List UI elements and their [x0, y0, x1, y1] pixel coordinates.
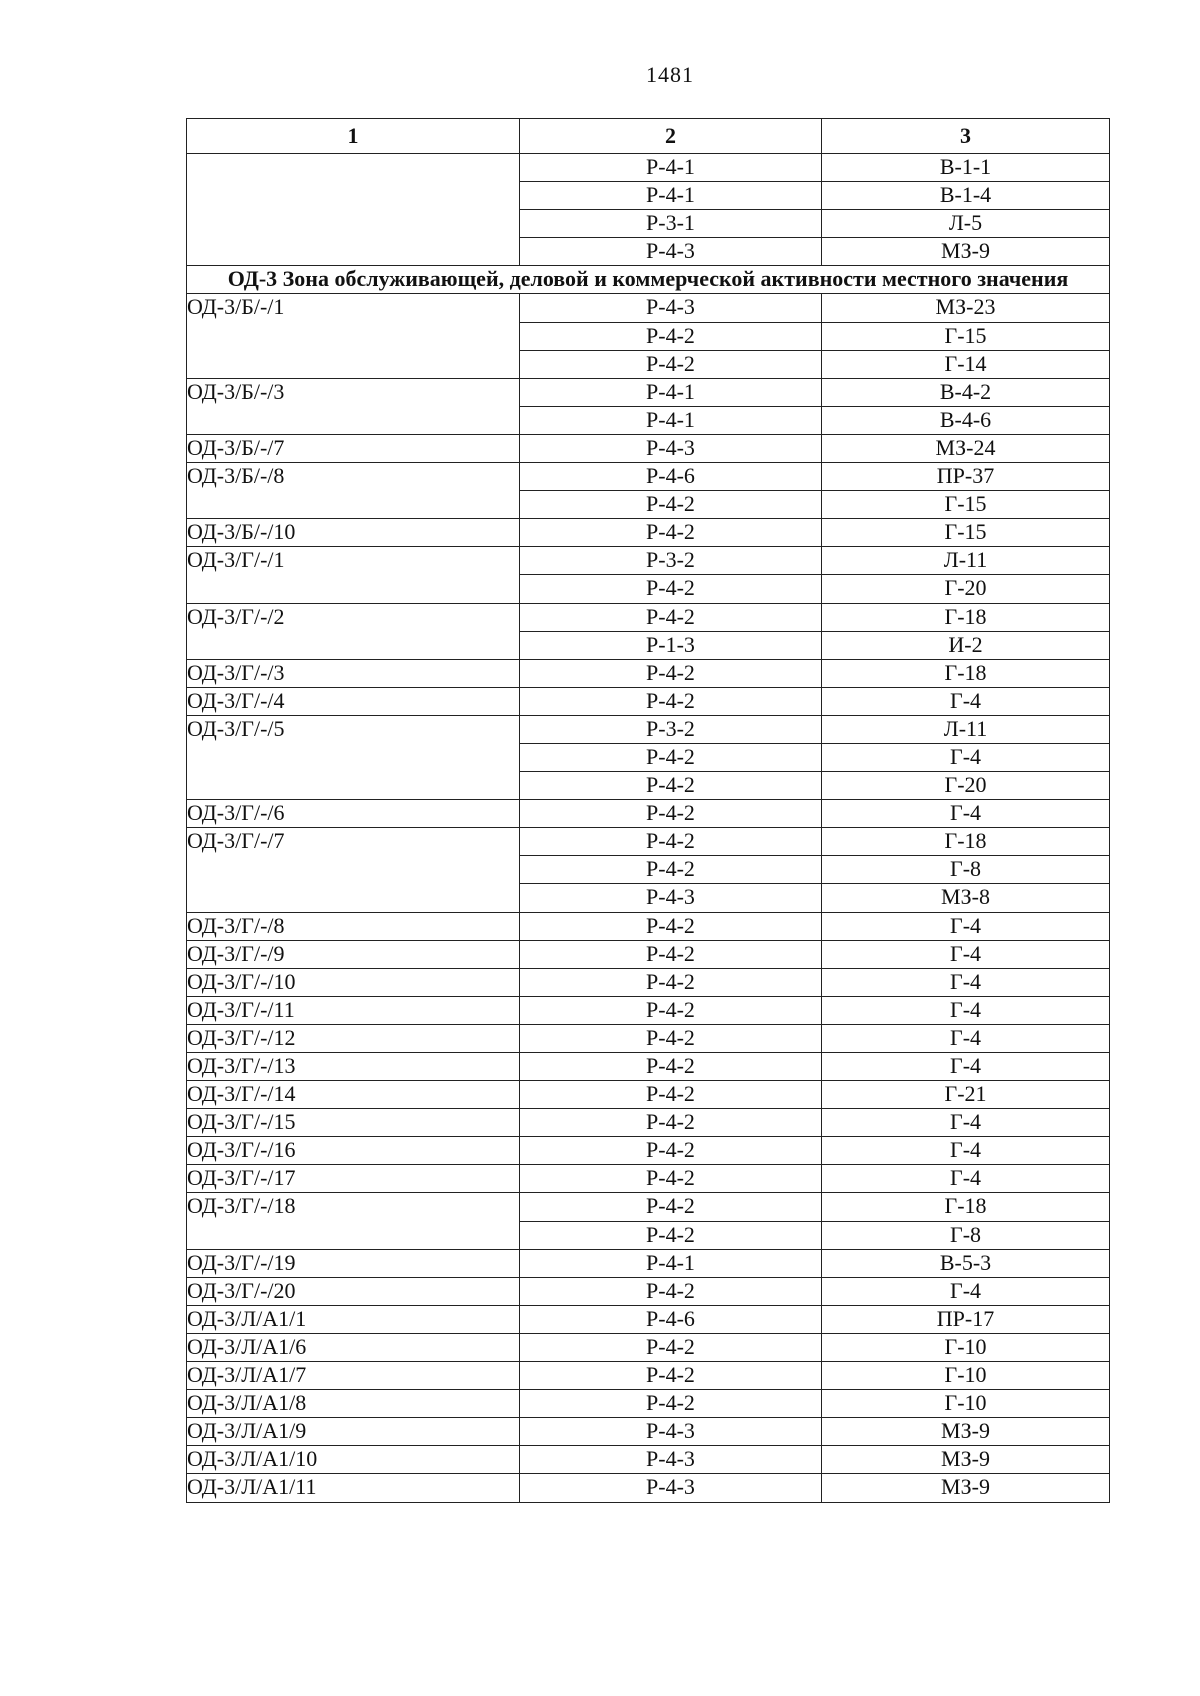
- object-cell: МЗ-24: [822, 434, 1110, 462]
- section-title: ОД-3 Зона обслуживающей, деловой и коммерческой активности местного значения: [187, 266, 1110, 294]
- object-cell: Г-4: [822, 968, 1110, 996]
- object-cell: Г-18: [822, 1193, 1110, 1221]
- code-cell: Р-4-2: [520, 687, 822, 715]
- zone-cell: ОД-3/Л/А1/11: [187, 1474, 520, 1502]
- code-cell: Р-4-2: [520, 350, 822, 378]
- object-cell: МЗ-9: [822, 1418, 1110, 1446]
- object-cell: Г-18: [822, 828, 1110, 856]
- object-cell: Г-10: [822, 1390, 1110, 1418]
- code-cell: Р-4-2: [520, 1390, 822, 1418]
- table-row: [187, 828, 1110, 856]
- code-cell: Р-4-2: [520, 968, 822, 996]
- object-cell: Г-4: [822, 1137, 1110, 1165]
- code-cell: Р-4-2: [520, 940, 822, 968]
- code-cell: Р-4-2: [520, 800, 822, 828]
- code-cell: Р-3-2: [520, 715, 822, 743]
- code-cell: Р-4-3: [520, 1418, 822, 1446]
- object-cell: Г-8: [822, 1221, 1110, 1249]
- object-cell: Г-15: [822, 519, 1110, 547]
- zone-cell: ОД-3/Г/-/3: [187, 659, 520, 687]
- zone-cell-empty: [187, 154, 520, 266]
- column-header-2: 2: [520, 119, 822, 154]
- zone-cell: ОД-3/Г/-/7: [187, 828, 520, 912]
- zone-cell: ОД-3/Г/-/17: [187, 1165, 520, 1193]
- table-body: [187, 154, 1110, 1503]
- code-cell: Р-4-2: [520, 603, 822, 631]
- zone-cell: ОД-3/Г/-/14: [187, 1081, 520, 1109]
- code-cell: Р-3-1: [520, 210, 822, 238]
- table-row: [187, 1024, 1110, 1052]
- zone-cell: ОД-3/Г/-/9: [187, 940, 520, 968]
- table-row: [187, 1305, 1110, 1333]
- table-row: [187, 1137, 1110, 1165]
- table-row: [187, 940, 1110, 968]
- zone-cell: ОД-3/Г/-/1: [187, 547, 520, 603]
- code-cell: Р-4-3: [520, 1474, 822, 1502]
- table-row: [187, 1474, 1110, 1502]
- object-cell: Г-14: [822, 350, 1110, 378]
- code-cell: Р-4-2: [520, 912, 822, 940]
- code-cell: Р-4-2: [520, 491, 822, 519]
- zone-cell: ОД-3/Г/-/6: [187, 800, 520, 828]
- table-row: [187, 463, 1110, 491]
- object-cell: Г-10: [822, 1333, 1110, 1361]
- zone-table: [186, 118, 1110, 1503]
- object-cell: В-4-6: [822, 406, 1110, 434]
- code-cell: Р-3-2: [520, 547, 822, 575]
- object-cell: Г-20: [822, 575, 1110, 603]
- table-row: [187, 687, 1110, 715]
- object-cell: Г-4: [822, 1109, 1110, 1137]
- object-cell: Г-4: [822, 996, 1110, 1024]
- column-header-1: 1: [187, 119, 520, 154]
- zone-cell: ОД-3/Г/-/8: [187, 912, 520, 940]
- object-cell: Г-20: [822, 772, 1110, 800]
- code-cell: Р-4-2: [520, 1081, 822, 1109]
- table-row: [187, 519, 1110, 547]
- code-cell: Р-4-2: [520, 772, 822, 800]
- table-row: [187, 1053, 1110, 1081]
- object-cell: МЗ-8: [822, 884, 1110, 912]
- code-cell: Р-4-2: [520, 519, 822, 547]
- zone-cell: ОД-3/Г/-/19: [187, 1249, 520, 1277]
- zone-cell: ОД-3/Г/-/16: [187, 1137, 520, 1165]
- zone-cell: ОД-3/Б/-/8: [187, 463, 520, 519]
- header-row: [187, 119, 1110, 154]
- code-cell: Р-4-2: [520, 1277, 822, 1305]
- table-row: [187, 603, 1110, 631]
- table-row: [187, 378, 1110, 406]
- code-cell: Р-4-1: [520, 406, 822, 434]
- object-cell: В-1-4: [822, 182, 1110, 210]
- code-cell: Р-4-2: [520, 575, 822, 603]
- zone-cell: ОД-3/Б/-/1: [187, 294, 520, 378]
- zone-cell: ОД-3/Б/-/7: [187, 434, 520, 462]
- object-cell: Г-4: [822, 1053, 1110, 1081]
- zone-cell: ОД-3/Г/-/10: [187, 968, 520, 996]
- code-cell: Р-4-2: [520, 1362, 822, 1390]
- code-cell: Р-4-6: [520, 463, 822, 491]
- code-cell: Р-4-6: [520, 1305, 822, 1333]
- table-row: [187, 1165, 1110, 1193]
- zone-cell: ОД-3/Г/-/13: [187, 1053, 520, 1081]
- object-cell: Г-10: [822, 1362, 1110, 1390]
- code-cell: Р-4-3: [520, 434, 822, 462]
- object-cell: Г-4: [822, 912, 1110, 940]
- zone-cell: ОД-3/Б/-/10: [187, 519, 520, 547]
- object-cell: МЗ-9: [822, 238, 1110, 266]
- table-row: [187, 1446, 1110, 1474]
- object-cell: МЗ-9: [822, 1474, 1110, 1502]
- code-cell: Р-4-1: [520, 182, 822, 210]
- zone-cell: ОД-3/Л/А1/8: [187, 1390, 520, 1418]
- object-cell: Г-8: [822, 856, 1110, 884]
- table-row: [187, 659, 1110, 687]
- table-row: [187, 968, 1110, 996]
- code-cell: Р-4-2: [520, 1193, 822, 1221]
- object-cell: МЗ-9: [822, 1446, 1110, 1474]
- zone-cell: ОД-3/Б/-/3: [187, 378, 520, 434]
- object-cell: Г-4: [822, 1277, 1110, 1305]
- object-cell: В-1-1: [822, 154, 1110, 182]
- object-cell: МЗ-23: [822, 294, 1110, 322]
- object-cell: Г-4: [822, 800, 1110, 828]
- code-cell: Р-4-2: [520, 743, 822, 771]
- table-row: [187, 715, 1110, 743]
- table-row: [187, 996, 1110, 1024]
- zone-cell: ОД-3/Л/А1/1: [187, 1305, 520, 1333]
- table-row: [187, 434, 1110, 462]
- object-cell: Г-4: [822, 1165, 1110, 1193]
- table-row: [187, 1277, 1110, 1305]
- object-cell: Л-11: [822, 547, 1110, 575]
- zone-cell: ОД-3/Л/А1/7: [187, 1362, 520, 1390]
- code-cell: Р-4-1: [520, 378, 822, 406]
- code-cell: Р-4-3: [520, 884, 822, 912]
- table-row: [187, 1362, 1110, 1390]
- object-cell: Л-11: [822, 715, 1110, 743]
- section-row: [187, 266, 1110, 294]
- object-cell: Г-4: [822, 1024, 1110, 1052]
- code-cell: Р-4-2: [520, 1109, 822, 1137]
- object-cell: Г-4: [822, 687, 1110, 715]
- zone-cell: ОД-3/Л/А1/6: [187, 1333, 520, 1361]
- zone-cell: ОД-3/Г/-/5: [187, 715, 520, 799]
- code-cell: Р-4-1: [520, 1249, 822, 1277]
- table-row: [187, 1193, 1110, 1221]
- table-row: [187, 1333, 1110, 1361]
- code-cell: Р-4-2: [520, 659, 822, 687]
- code-cell: Р-4-2: [520, 1221, 822, 1249]
- code-cell: Р-4-2: [520, 856, 822, 884]
- code-cell: Р-4-3: [520, 294, 822, 322]
- object-cell: Г-21: [822, 1081, 1110, 1109]
- object-cell: Г-4: [822, 940, 1110, 968]
- table-row: [187, 294, 1110, 322]
- table-row: [187, 1390, 1110, 1418]
- object-cell: Г-18: [822, 659, 1110, 687]
- object-cell: И-2: [822, 631, 1110, 659]
- code-cell: Р-4-2: [520, 1333, 822, 1361]
- code-cell: Р-4-2: [520, 322, 822, 350]
- zone-cell: ОД-3/Л/А1/10: [187, 1446, 520, 1474]
- object-cell: Г-15: [822, 491, 1110, 519]
- zone-cell: ОД-3/Г/-/12: [187, 1024, 520, 1052]
- object-cell: Г-15: [822, 322, 1110, 350]
- table-row: [187, 154, 1110, 182]
- column-header-3: 3: [822, 119, 1110, 154]
- zone-cell: ОД-3/Г/-/11: [187, 996, 520, 1024]
- object-cell: В-5-3: [822, 1249, 1110, 1277]
- object-cell: Л-5: [822, 210, 1110, 238]
- code-cell: Р-4-2: [520, 1137, 822, 1165]
- zone-cell: ОД-3/Г/-/2: [187, 603, 520, 659]
- zone-cell: ОД-3/Г/-/20: [187, 1277, 520, 1305]
- object-cell: Г-4: [822, 743, 1110, 771]
- table-row: [187, 1418, 1110, 1446]
- code-cell: Р-4-2: [520, 1053, 822, 1081]
- table-row: [187, 1109, 1110, 1137]
- code-cell: Р-4-3: [520, 238, 822, 266]
- code-cell: Р-4-2: [520, 1165, 822, 1193]
- code-cell: Р-4-2: [520, 1024, 822, 1052]
- zone-cell: ОД-3/Г/-/4: [187, 687, 520, 715]
- table-row: [187, 547, 1110, 575]
- code-cell: Р-1-3: [520, 631, 822, 659]
- code-cell: Р-4-2: [520, 828, 822, 856]
- zone-cell: ОД-3/Г/-/15: [187, 1109, 520, 1137]
- code-cell: Р-4-3: [520, 1446, 822, 1474]
- page-number: 1481: [646, 62, 694, 87]
- table-row: [187, 1249, 1110, 1277]
- object-cell: ПР-37: [822, 463, 1110, 491]
- object-cell: В-4-2: [822, 378, 1110, 406]
- table-row: [187, 912, 1110, 940]
- object-cell: Г-18: [822, 603, 1110, 631]
- zone-cell: ОД-3/Г/-/18: [187, 1193, 520, 1249]
- table-row: [187, 800, 1110, 828]
- table-row: [187, 1081, 1110, 1109]
- object-cell: ПР-17: [822, 1305, 1110, 1333]
- zone-cell: ОД-3/Л/А1/9: [187, 1418, 520, 1446]
- code-cell: Р-4-1: [520, 154, 822, 182]
- code-cell: Р-4-2: [520, 996, 822, 1024]
